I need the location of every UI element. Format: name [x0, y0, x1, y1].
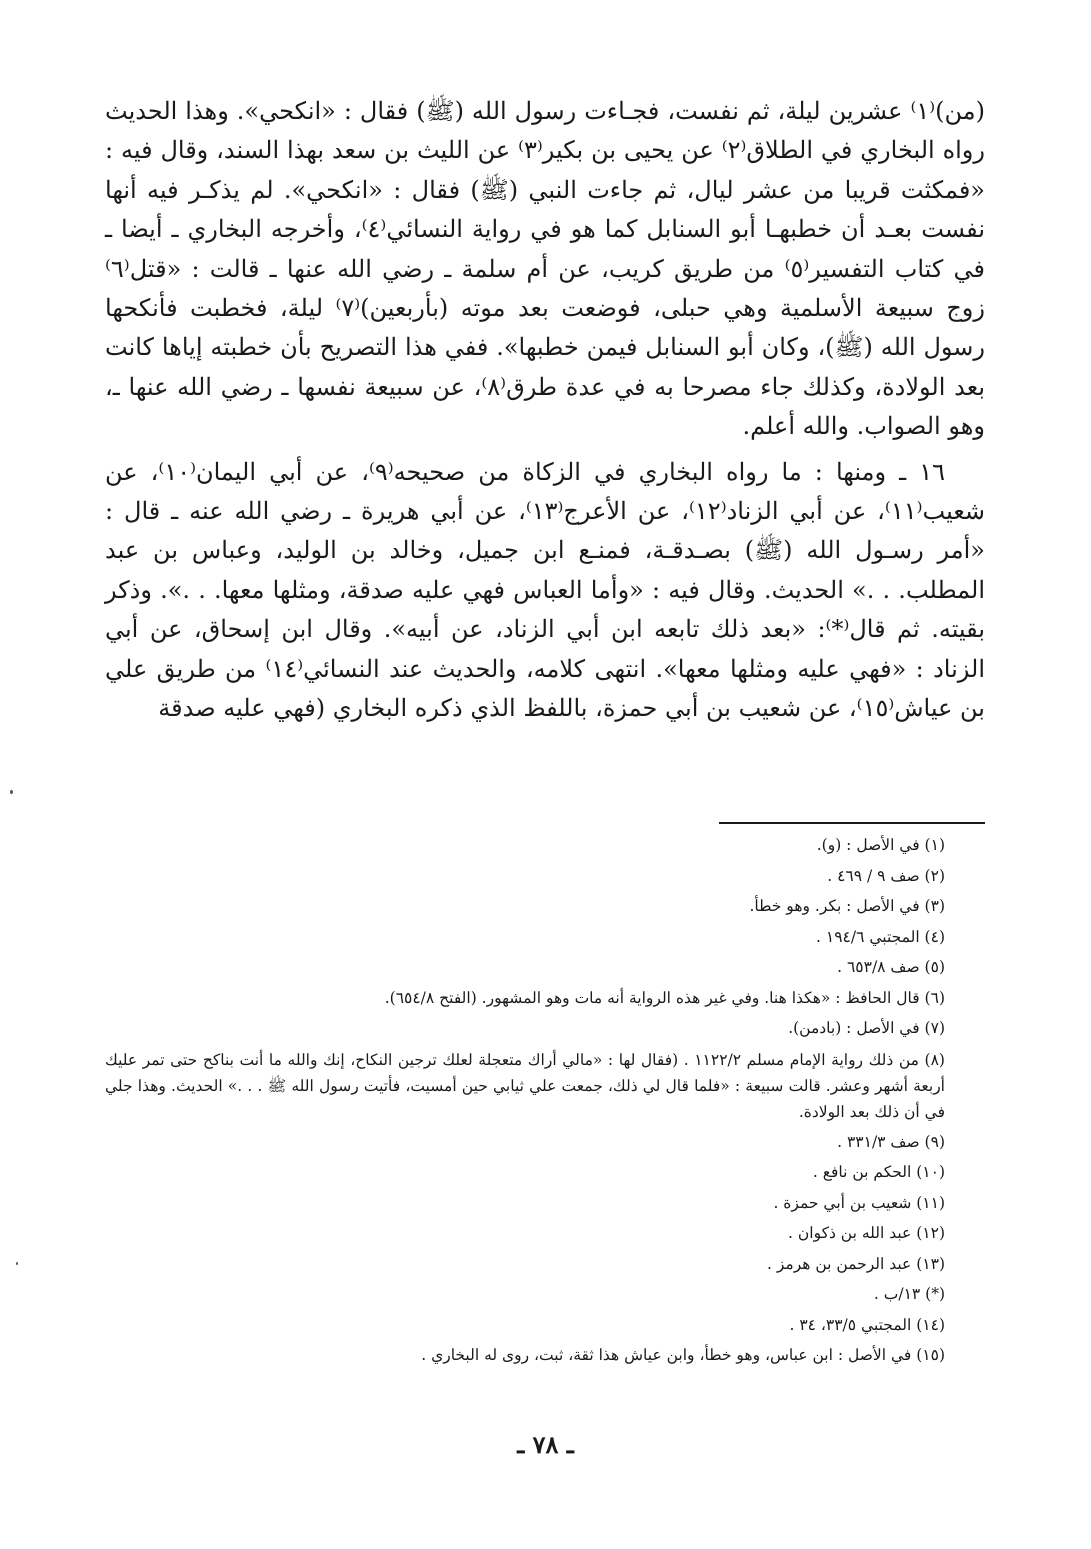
footnote-10: (١٠) الحكم بن نافع .	[812, 1163, 945, 1181]
footnote-3: (٣) في الأصل : بكر. وهو خطأ.	[749, 897, 945, 915]
footnote-14: (١٤) المجتبي ٣٣/٥، ٣٤ .	[789, 1315, 945, 1334]
body-paragraph-1: (من)⁽١⁾ عشرين ليلة، ثم نفست، فجـاءت رسول الله (ﷺ) فقال : «انكحي». وهذا الحديث رواه البخاري في الطلاق⁽٢⁾ عن يحيى بن بكير⁽٣⁾ عن الليث بن سعد بهذا السند، وقال فيه : «فمكثت قريبا من عشر ليال، ثم جاءت النبي (ﷺ) فقال : «انكحي». لم يذكـر فيه أنها نفست بعـد أن خطبهـا أبو السنابل كما هو في رواية النسائي⁽٤⁾، وأخرجه البخاري ـ أيضا ـ في كتاب التفسير⁽٥⁾ من طريق كريب، عن أم سلمة ـ رضي الله عنها ـ قالت : «قتل⁽٦⁾ زوج سبيعة الأسلمية وهي حبلى، فوضعت بعد موته (بأربعين)⁽٧⁾ ليلة، فخطبت فأنكحها رسول الله (ﷺ)، وكان أبو السنابل فيمن خطبها». ففي هذا التصريح بأن خطبته إياها كانت بعد الولادة، وكذلك جاء مصرحا به في عدة طرق⁽٨⁾، عن سبيعة نفسها ـ رضي الله عنها ـ، وهو الصواب. والله أعلم.	[105, 97, 986, 441]
body-paragraph-2: ١٦ ـ ومنها : ما رواه البخاري في الزكاة من صحيحه⁽٩⁾، عن أبي اليمان⁽١٠⁾، عن شعيب⁽١١⁾، عن أبي الزناد⁽١٢⁾، عن الأعرج⁽١٣⁾، عن أبي هريرة ـ رضي الله عنه ـ قال : «أمر رسـول الله (ﷺ) بصـدقـة، فمنـع ابن جميل، وخالد بن الوليد، وعباس بن عبد المطلب. . .» الحديث. وقال فيه : «وأما العباس فهي عليه صدقة، ومثلها معها. . .». وذكر بقيته. ثم قال⁽*⁾: «بعد ذلك تابعه ابن أبي الزناد، عن أبيه». وقال ابن إسحاق، عن أبي الزناد : «فهي عليه ومثلها معها». انتهى كلامه، والحديث عند النسائي⁽١٤⁾ من طريق علي بن عياش⁽١٥⁾، عن شعيب بن أبي حمزة، باللفظ الذي ذكره البخاري (فهي عليه صدقة	[105, 457, 985, 723]
footnote-13: (١٣) عبد الرحمن بن هرمز .	[766, 1254, 945, 1273]
footnote-6: (٦) قال الحافظ : «هكذا هنا. وفي غير هذه الرواية أنه مات وهو المشهور. (الفتح ٦٥٤/٨).	[384, 988, 945, 1007]
footnote-2: (٢) صف ٩ / ٤٦٩ .	[827, 866, 945, 885]
footnote-7: (٧) في الأصل : (بادمن).	[788, 1019, 945, 1037]
scan-speck	[10, 790, 13, 794]
footnotes-block	[105, 830, 985, 1371]
scan-speck	[16, 1262, 18, 1265]
footnote-12: (١٢) عبد الله بن ذكوان .	[788, 1224, 945, 1242]
footnote-11: (١١) شعيب بن أبي حمزة .	[773, 1193, 945, 1212]
page-number: ـ ٧٨ ـ	[517, 1430, 574, 1459]
footnote-15: (١٥) في الأصل : ابن عباس، وهو خطأ، وابن عياش هذا ثقة، ثبت، روى له البخاري .	[421, 1346, 945, 1364]
footnote-1: (١) في الأصل : (و).	[816, 836, 945, 854]
footnote-4: (٤) المجتبي ١٩٤/٦ .	[816, 927, 945, 946]
footnote-9: (٩) صف ٣٣١/٣ .	[837, 1132, 945, 1151]
main-text-block	[105, 92, 985, 729]
footnote-8: (٨) من ذلك رواية الإمام مسلم ١١٢٢/٢ . (فقال لها : «مالي أراك متعجلة لعلك ترجين النكاح، إنك والله ما أنت بناكح حتى تمر عليك أربعة أشهر وعشر. قالت سبيعة : «فلما قال لي ذلك، جمعت علي ثيابي حين أمسيت، فأتيت رسول الله ﷺ . . .» الحديث. وهذا جلي في أن ذلك بعد الولادة.	[105, 1050, 945, 1121]
footnote-separator	[719, 822, 985, 824]
footnote-star: (*) ١٣/ب .	[873, 1285, 945, 1303]
footnote-5: (٥) صف ٦٥٣/٨ .	[837, 958, 945, 976]
